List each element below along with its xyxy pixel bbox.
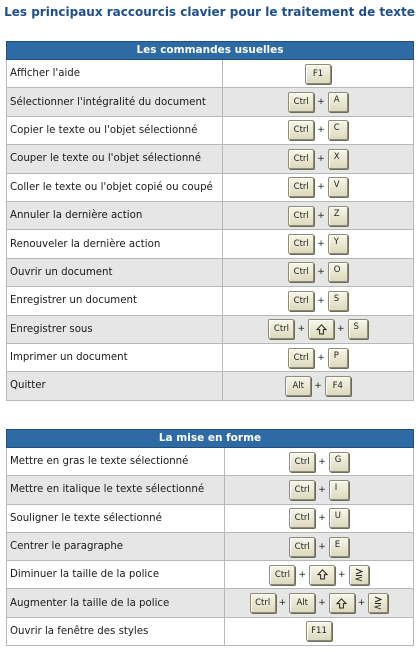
keyboard-key: O bbox=[328, 262, 348, 282]
keyboard-key: X bbox=[328, 149, 348, 169]
shortcut-keys bbox=[225, 505, 413, 532]
keyboard-key: Ctrl bbox=[289, 480, 315, 500]
shortcut-keys bbox=[223, 202, 413, 229]
table-row bbox=[6, 230, 414, 258]
keyboard-key: Ctrl bbox=[288, 149, 314, 169]
keyboard-key: Ctrl bbox=[288, 120, 314, 140]
keyboard-key: Z bbox=[328, 206, 348, 226]
shortcut-label: Enregistrer un document bbox=[7, 287, 223, 314]
shortcut-keys bbox=[223, 60, 413, 87]
shortcut-label: Quitter bbox=[7, 372, 223, 399]
table-row bbox=[6, 259, 414, 287]
keyboard-key: Alt bbox=[289, 593, 315, 613]
shift-key-icon bbox=[329, 593, 355, 613]
table-row bbox=[6, 476, 414, 504]
table-row bbox=[6, 561, 414, 589]
table-row bbox=[6, 448, 414, 476]
table-row bbox=[6, 316, 414, 344]
keyboard-key: Ctrl bbox=[288, 206, 314, 226]
shortcut-keys bbox=[223, 316, 413, 343]
angle-brackets-key-icon bbox=[349, 565, 369, 585]
table-row bbox=[6, 344, 414, 372]
shortcut-keys bbox=[223, 117, 413, 144]
shortcut-keys bbox=[223, 259, 413, 286]
table-row bbox=[6, 117, 414, 145]
table-row bbox=[6, 60, 414, 88]
keyboard-key: S bbox=[348, 319, 368, 339]
keyboard-key: Ctrl bbox=[289, 452, 315, 472]
keyboard-key: P bbox=[328, 348, 348, 368]
shortcut-table bbox=[6, 448, 414, 646]
angle-brackets-key-icon bbox=[368, 593, 388, 613]
shortcut-keys bbox=[223, 88, 413, 115]
shortcut-label: Couper le texte ou l'objet sélectionné bbox=[7, 145, 223, 172]
keyboard-key: V bbox=[328, 177, 348, 197]
keyboard-key: F11 bbox=[306, 621, 332, 641]
plus-sign: + bbox=[297, 324, 305, 335]
shortcut-keys bbox=[225, 533, 413, 560]
plus-sign: + bbox=[318, 484, 326, 495]
shortcut-keys bbox=[223, 230, 413, 257]
shortcut-label: Copier le texte ou l'objet sélectionné bbox=[7, 117, 223, 144]
shortcut-label: Imprimer un document bbox=[7, 344, 223, 371]
shortcut-label: Mettre en italique le texte sélectionné bbox=[7, 476, 225, 503]
shortcut-keys bbox=[223, 174, 413, 201]
plus-sign: + bbox=[317, 97, 325, 108]
plus-sign: + bbox=[317, 125, 325, 136]
table-row bbox=[6, 505, 414, 533]
plus-sign: + bbox=[318, 513, 326, 524]
shortcut-label: Renouveler la dernière action bbox=[7, 230, 223, 257]
plus-sign: + bbox=[317, 182, 325, 193]
shortcut-label: Ouvrir la fenêtre des styles bbox=[7, 618, 225, 645]
table-row bbox=[6, 174, 414, 202]
keyboard-key: Ctrl bbox=[288, 92, 314, 112]
keyboard-key: Alt bbox=[285, 376, 311, 396]
table-row bbox=[6, 533, 414, 561]
keyboard-key: Ctrl bbox=[269, 565, 295, 585]
keyboard-key: Ctrl bbox=[268, 319, 294, 339]
shortcut-table bbox=[6, 60, 414, 401]
page-title: Les principaux raccourcis clavier pour le traitement de texte bbox=[4, 5, 415, 19]
shortcut-keys bbox=[223, 287, 413, 314]
keyboard-key: Ctrl bbox=[289, 537, 315, 557]
keyboard-key: Ctrl bbox=[289, 508, 315, 528]
shortcut-keys bbox=[223, 372, 413, 399]
shortcut-keys bbox=[225, 618, 413, 645]
table-row bbox=[6, 145, 414, 173]
shortcut-keys bbox=[223, 344, 413, 371]
shortcut-label: Annuler la dernière action bbox=[7, 202, 223, 229]
keyboard-key: F1 bbox=[305, 64, 331, 84]
plus-sign: + bbox=[318, 541, 326, 552]
shortcut-keys bbox=[225, 448, 413, 475]
plus-sign: + bbox=[357, 598, 366, 609]
plus-sign: + bbox=[278, 598, 287, 609]
table-row bbox=[6, 287, 414, 315]
plus-sign: + bbox=[337, 324, 345, 335]
keyboard-key: Ctrl bbox=[288, 177, 314, 197]
shift-key-icon bbox=[308, 319, 334, 339]
shortcut-label: Diminuer la taille de la police bbox=[7, 561, 225, 588]
section-header: Les commandes usuelles bbox=[6, 41, 414, 60]
plus-sign: + bbox=[318, 456, 326, 467]
keyboard-key: S bbox=[328, 291, 348, 311]
plus-sign: + bbox=[338, 569, 346, 580]
table-row bbox=[6, 372, 414, 400]
keyboard-key: Ctrl bbox=[288, 348, 314, 368]
section-header: La mise en forme bbox=[6, 429, 414, 448]
plus-sign: + bbox=[317, 352, 325, 363]
shortcut-keys bbox=[225, 476, 413, 503]
shortcut-label: Coller le texte ou l'objet copié ou coupé bbox=[7, 174, 223, 201]
table-row bbox=[6, 618, 414, 646]
plus-sign: + bbox=[317, 267, 325, 278]
plus-sign: + bbox=[318, 598, 326, 609]
shortcut-keys bbox=[223, 145, 413, 172]
plus-sign: + bbox=[317, 153, 325, 164]
keyboard-key: A bbox=[328, 92, 348, 112]
shortcut-label: Centrer le paragraphe bbox=[7, 533, 225, 560]
shortcut-label: Enregistrer sous bbox=[7, 316, 223, 343]
keyboard-key: Ctrl bbox=[288, 234, 314, 254]
shift-key-icon bbox=[309, 565, 335, 585]
shortcut-label: Souligner le texte sélectionné bbox=[7, 505, 225, 532]
section-formatting bbox=[6, 429, 414, 646]
table-row bbox=[6, 202, 414, 230]
keyboard-key: F4 bbox=[325, 376, 351, 396]
keyboard-key: U bbox=[329, 508, 349, 528]
keyboard-key: C bbox=[328, 120, 348, 140]
shortcut-label: Afficher l'aide bbox=[7, 60, 223, 87]
keyboard-key: G bbox=[329, 452, 349, 472]
plus-sign: + bbox=[317, 295, 325, 306]
plus-sign: + bbox=[298, 569, 306, 580]
keyboard-key: Ctrl bbox=[288, 262, 314, 282]
keyboard-key: I bbox=[329, 480, 349, 500]
section-usual-commands bbox=[6, 41, 414, 401]
shortcut-label: Mettre en gras le texte sélectionné bbox=[7, 448, 225, 475]
keyboard-key: Ctrl bbox=[250, 593, 276, 613]
table-row bbox=[6, 88, 414, 116]
keyboard-key: E bbox=[329, 537, 349, 557]
plus-sign: + bbox=[317, 210, 325, 221]
shortcut-keys bbox=[225, 589, 413, 616]
plus-sign: + bbox=[314, 380, 322, 391]
keyboard-key: Y bbox=[328, 234, 348, 254]
shortcut-keys bbox=[225, 561, 413, 588]
table-row bbox=[6, 589, 414, 617]
keyboard-key: Ctrl bbox=[288, 291, 314, 311]
shortcut-label: Sélectionner l'intégralité du document bbox=[7, 88, 223, 115]
shortcut-label: Augmenter la taille de la police bbox=[7, 589, 225, 616]
plus-sign: + bbox=[317, 239, 325, 250]
shortcut-label: Ouvrir un document bbox=[7, 259, 223, 286]
